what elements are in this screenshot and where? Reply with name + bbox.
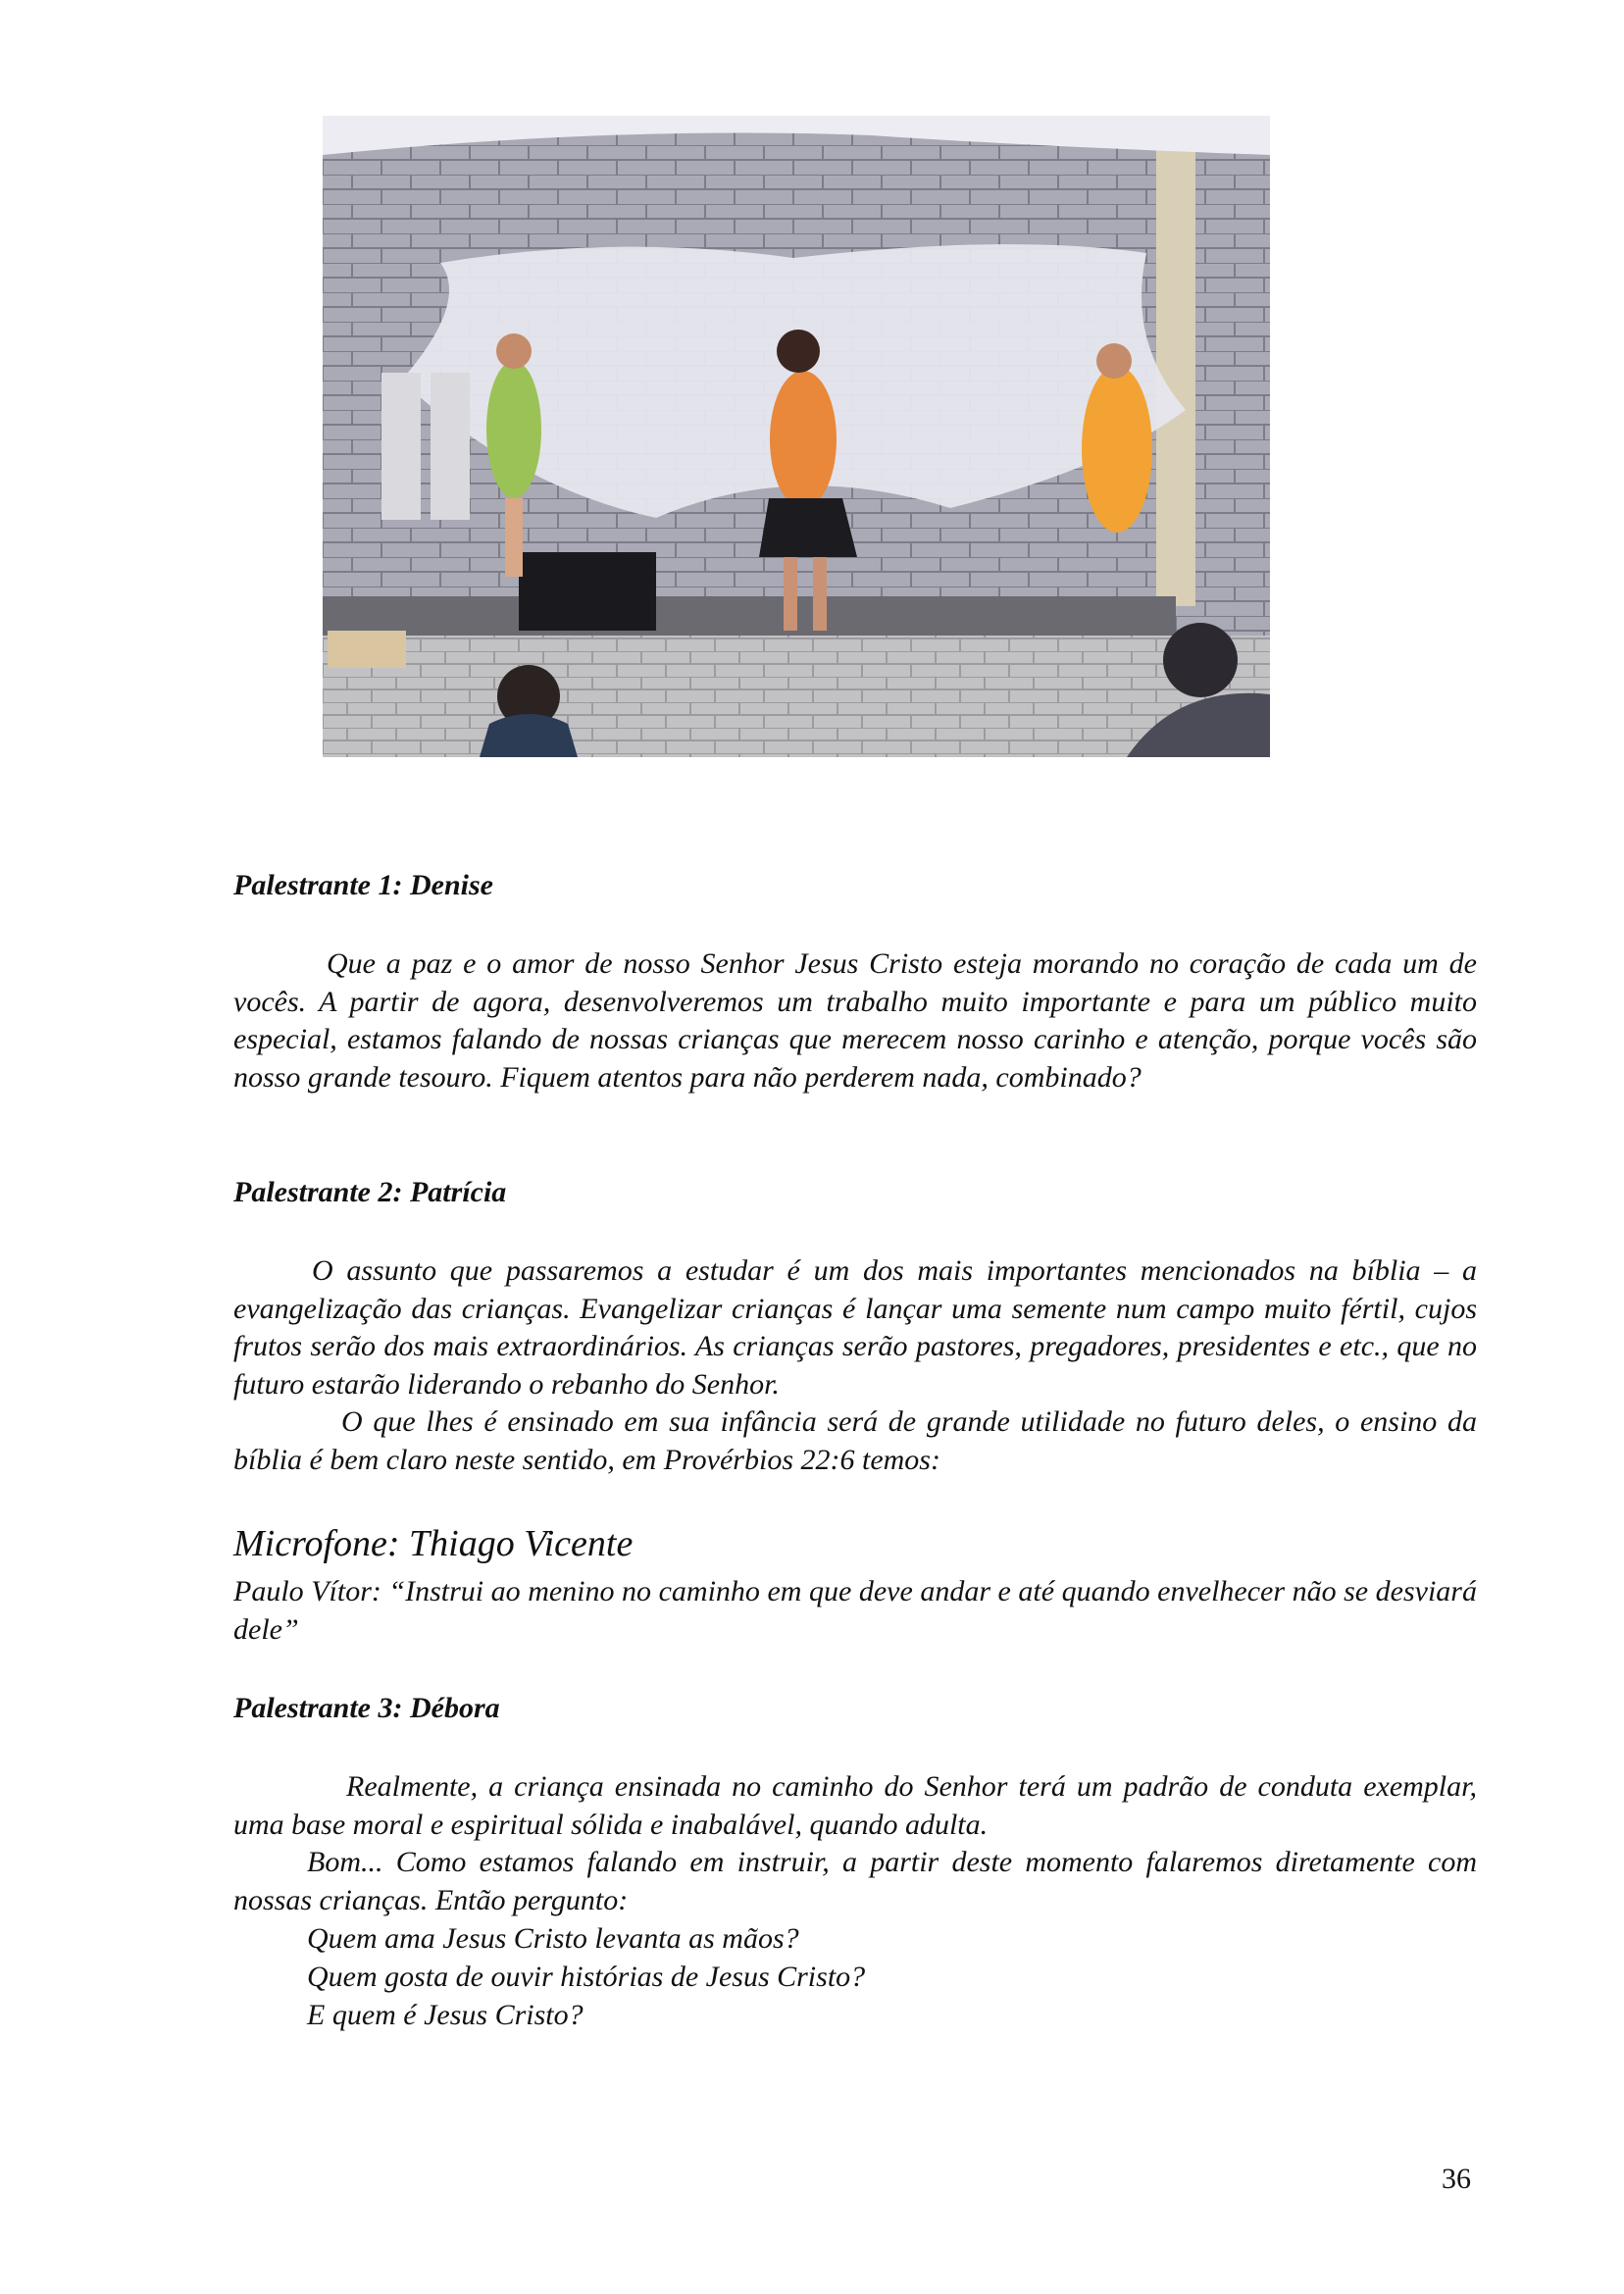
stage-photo-icon — [323, 116, 1270, 757]
question-3: E quem é Jesus Cristo? — [307, 1999, 584, 2031]
speaker-3-paragraph-2: Bom... Como estamos falando em instruir, a partir deste momento falaremos diretamente com nossas crianças. Então pergunto: — [233, 1846, 1477, 1916]
question-1: Quem ama Jesus Cristo levanta as mãos? — [307, 1922, 799, 1955]
speaker-1-heading: Palestrante 1: Denise — [233, 869, 493, 901]
question-2: Quem gosta de ouvir histórias de Jesus Cristo? — [307, 1961, 866, 1993]
speaker-1-paragraph: Que a paz e o amor de nosso Senhor Jesus Cristo esteja morando no coração de cada um de vocês. A partir de agora, desenvolveremos um trabalho muito importante e para um público muito especial, estamos falando de nossas crianças que merecem nosso carinho e atenção, porque vocês são nosso grande tesouro. Fiquem atentos para não perderem nada, combinado? — [233, 947, 1477, 1094]
speaker-2-heading: Palestrante 2: Patrícia — [233, 1176, 507, 1208]
page-number: 36 — [1442, 2163, 1471, 2195]
speaker-2-paragraph-2: O que lhes é ensinado em sua infância será de grande utilidade no futuro deles, o ensino da bíblia é bem claro neste sentido, em Provérbios 22:6 temos: — [233, 1405, 1477, 1476]
speaker-3-paragraph-1: Realmente, a criança ensinada no caminho do Senhor terá um padrão de conduta exemplar, uma base moral e espiritual sólida e inabalável, quando adulta. — [233, 1770, 1477, 1841]
microphone-line: Microfone: Thiago Vicente — [233, 1523, 634, 1564]
speaker-3-heading: Palestrante 3: Débora — [233, 1692, 500, 1724]
stage-photo — [323, 116, 1270, 757]
speaker-2-paragraph-1: O assunto que passaremos a estudar é um dos mais importantes mencionados na bíblia – a evangelização das crianças. Evangelizar crianças é lançar uma semente num campo muito fértil, cujos frutos serão dos mais extraordinários. As crianças serão pastores, pregadores, presidentes e etc., que no futuro estarão liderando o rebanho do Senhor. — [233, 1254, 1477, 1401]
quote-paragraph: Paulo Vítor: “Instrui ao menino no caminho em que deve andar e até quando envelhecer não se desviará dele” — [233, 1575, 1477, 1646]
